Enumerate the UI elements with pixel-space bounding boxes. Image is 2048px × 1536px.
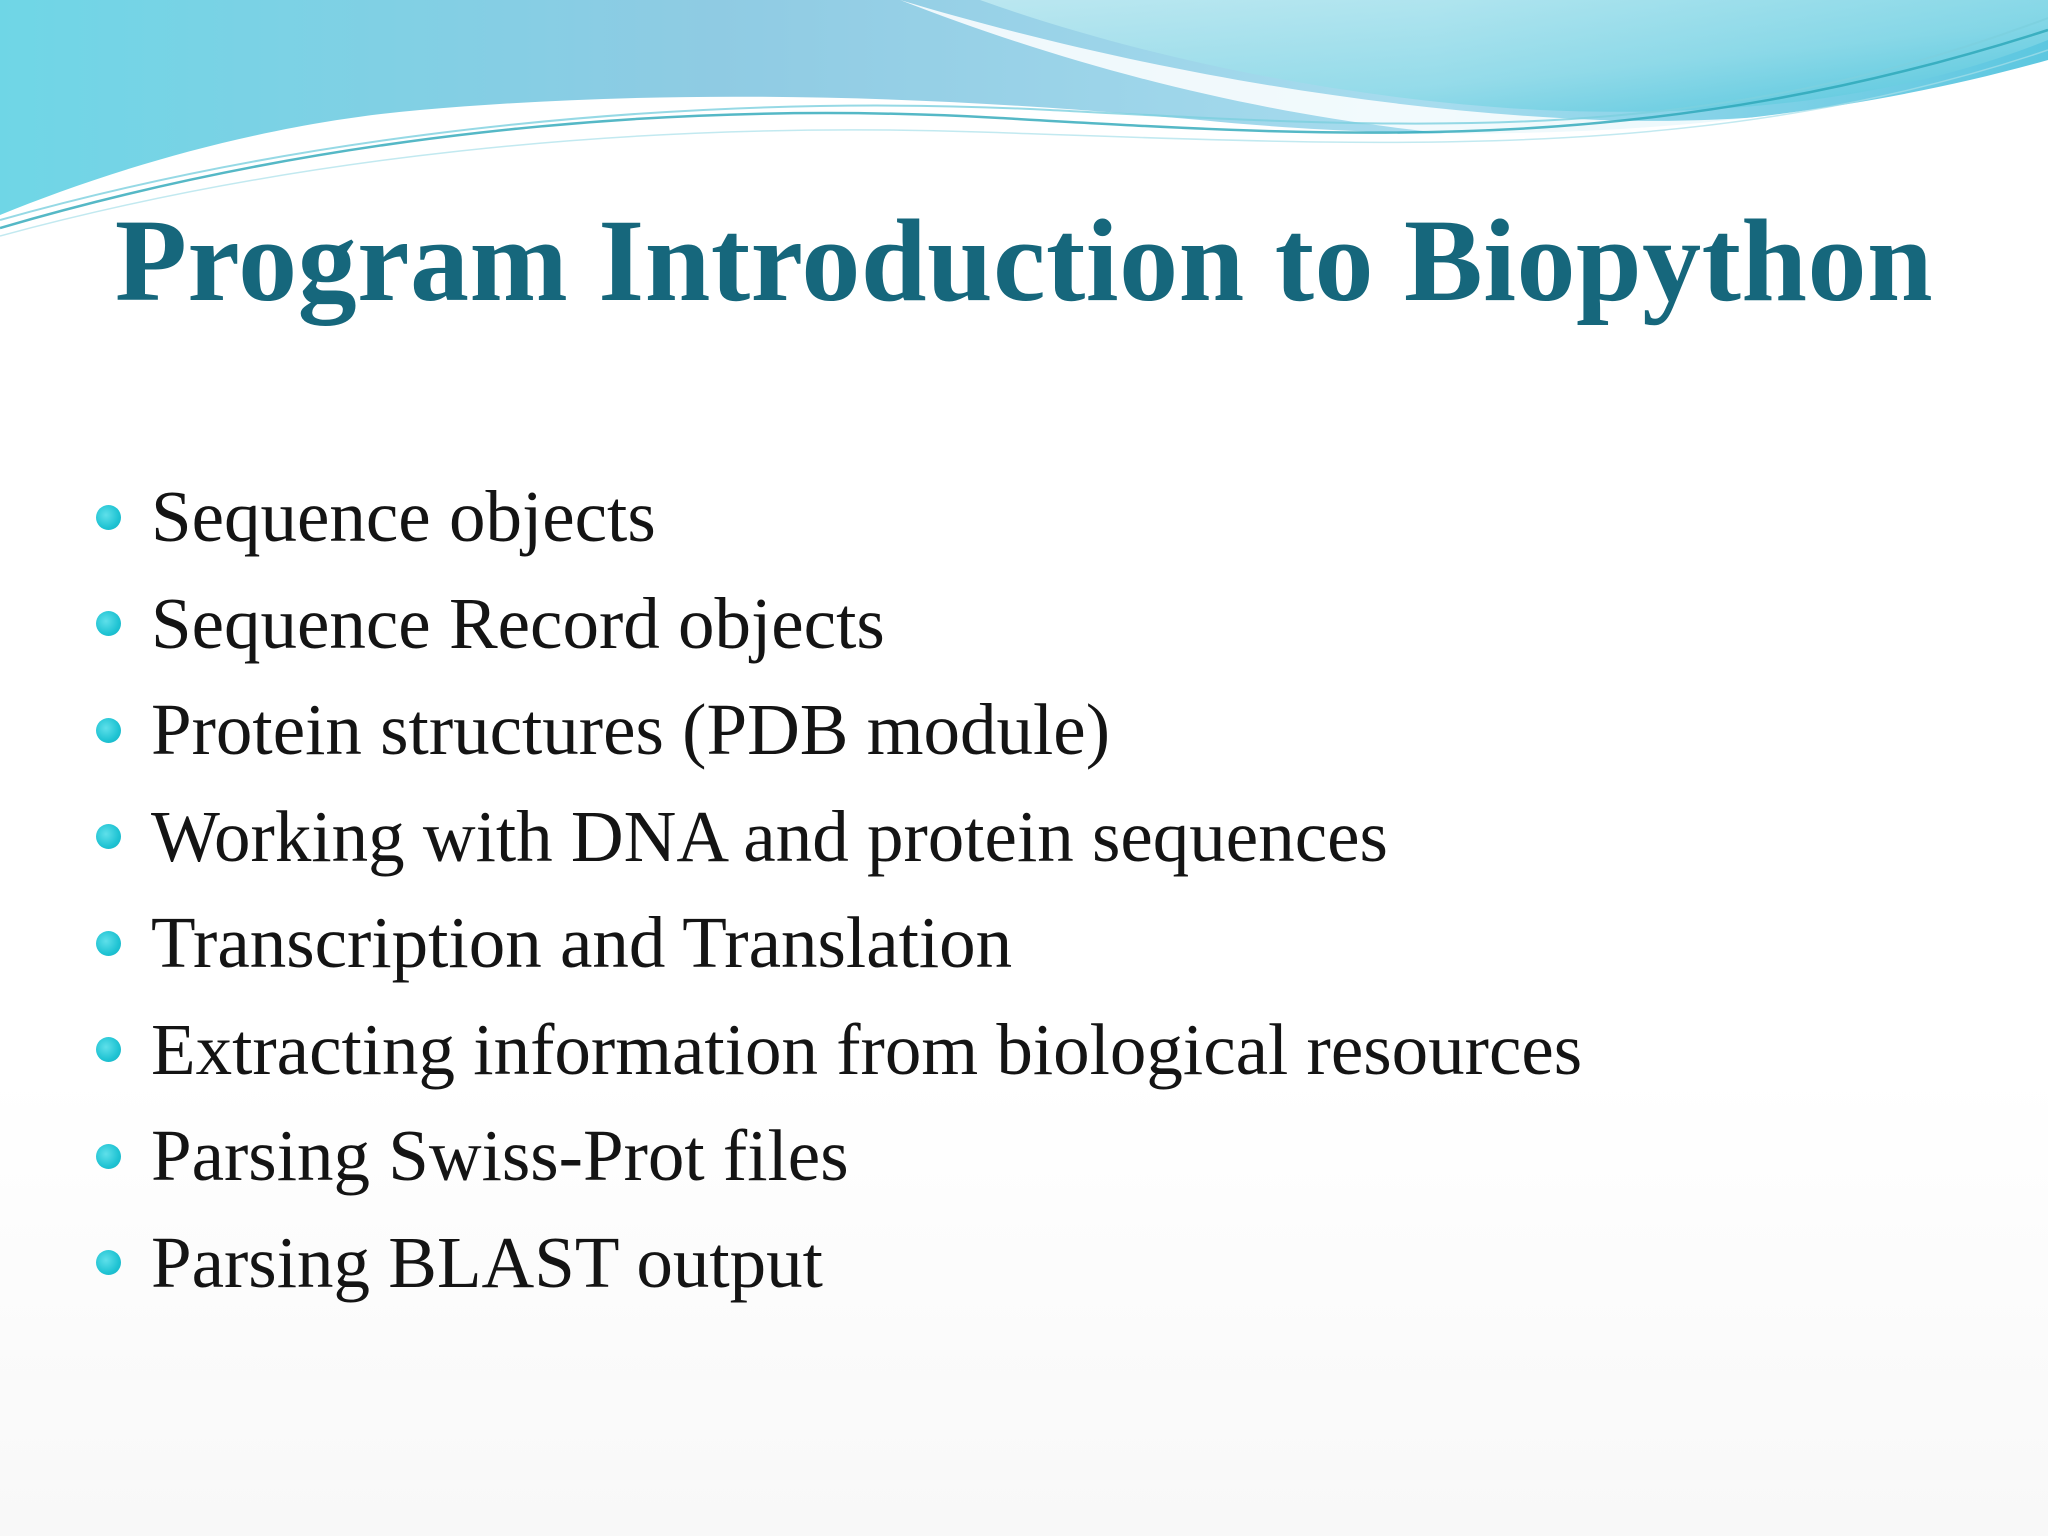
list-item [96,784,1996,891]
list-item [96,677,1996,784]
bullet-dot-icon [96,505,121,530]
bullet-text: Sequence objects [151,476,656,558]
bullet-text: Parsing Swiss-Prot files [151,1115,849,1197]
list-item [96,1103,1996,1210]
slide-title: Program Introduction to Biopython [114,195,1934,326]
bullet-dot-icon [96,611,121,636]
list-item [96,1210,1996,1317]
list-item [96,997,1996,1104]
list-item [96,571,1996,678]
bullet-dot-icon [96,1144,121,1169]
bullet-text: Sequence Record objects [151,582,885,664]
list-item [96,464,1996,571]
bullet-dot-icon [96,931,121,956]
bullet-list [96,464,1996,1316]
bullet-dot-icon [96,718,121,743]
bullet-text: Parsing BLAST output [151,1221,823,1303]
bullet-text: Working with DNA and protein sequences [151,795,1388,877]
bullet-text: Transcription and Translation [151,902,1013,984]
bullet-text: Extracting information from biological resources [151,1008,1583,1090]
bullet-dot-icon [96,824,121,849]
list-item [96,890,1996,997]
bullet-dot-icon [96,1037,121,1062]
bullet-dot-icon [96,1250,121,1275]
bullet-text: Protein structures (PDB module) [151,689,1111,771]
